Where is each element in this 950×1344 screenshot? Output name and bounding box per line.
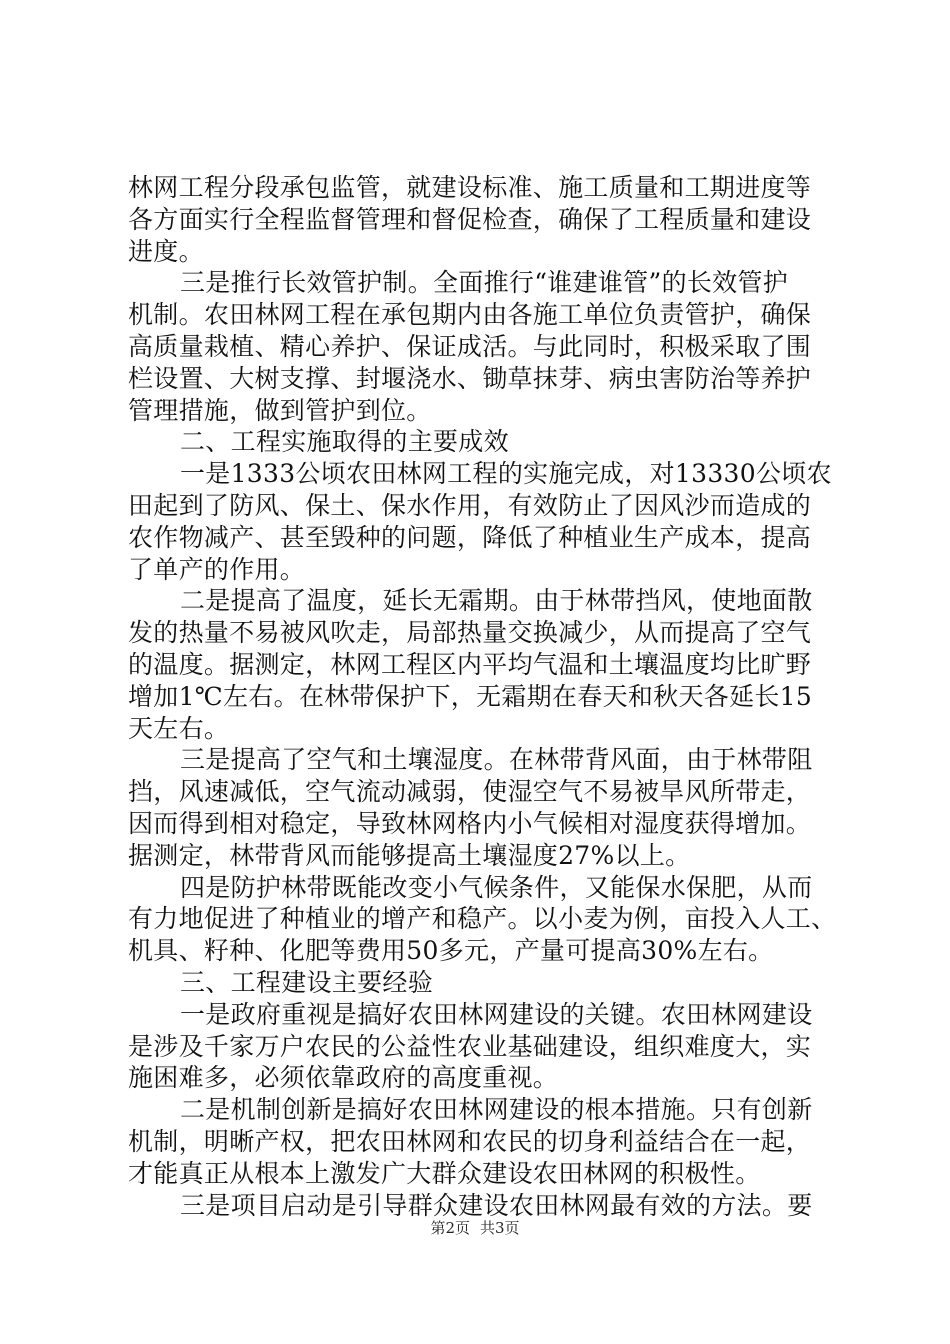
page-total: 共3页 [480,1219,520,1237]
text-line: 发的热量不易被风吹走，局部热量交换减少，从而提高了空气 [128,618,812,648]
document-body [128,172,840,1221]
text-line: 机制，明晰产权，把农田林网和农民的切身利益结合在一起， [128,1126,812,1156]
text-line: 田起到了防风、保土、保水作用，有效防止了因风沙而造成的 [128,490,812,520]
text-line: 四是防护林带既能改变小气候条件，又能保水保肥，从而 [180,872,813,902]
text-line: 各方面实行全程监督管理和督促检查，确保了工程质量和建设 [128,204,812,234]
text-line: 栏设置、大树支撑、封堰浇水、锄草抹芽、病虫害防治等养护 [128,363,812,393]
text-line: 三是项目启动是引导群众建设农田林网最有效的方法。要 [180,1190,813,1220]
text-line: 的温度。据测定，林网工程区内平均气温和土壤温度均比旷野 [128,649,812,679]
text-line: 农作物减产、甚至毁种的问题，降低了种植业生产成本，提高 [128,522,812,552]
text-line: 管理措施，做到管护到位。 [128,395,432,425]
text-line: 三、工程建设主要经验 [180,967,434,997]
text-line: 才能真正从根本上激发广大群众建设农田林网的积极性。 [128,1158,761,1188]
text-line: 是涉及千家万户农民的公益性农业基础建设，组织难度大，实 [128,1031,812,1061]
text-line: 一是1333公顷农田林网工程的实施完成，对13330公顷农 [180,459,832,489]
text-line: 机具、籽种、化肥等费用50多元，产量可提高30%左右。 [128,936,774,966]
text-line: 天左右。 [128,713,230,743]
text-line: 机制。农田林网工程在承包期内由各施工单位负责管护，确保 [128,300,812,330]
text-line: 二是机制创新是搞好农田林网建设的根本措施。只有创新 [180,1095,813,1125]
text-line: 进度。 [128,236,204,266]
text-line: 施困难多，必须依靠政府的高度重视。 [128,1063,559,1093]
text-line: 三是提高了空气和土壤湿度。在林带背风面，由于林带阻 [180,745,813,775]
text-line: 因而得到相对稳定，导致林网格内小气候相对湿度获得增加。 [128,808,812,838]
text-line: 有力地促进了种植业的增产和稳产。以小麦为例，亩投入人工、 [128,904,837,934]
text-line: 二、工程实施取得的主要成效 [180,427,509,457]
page-footer [0,1217,950,1238]
text-line: 了单产的作用。 [128,554,306,584]
text-line: 据测定，林带背风而能够提高土壤湿度27%以上。 [128,840,691,870]
text-line: 挡，风速减低，空气流动减弱，使湿空气不易被旱风所带走， [128,777,812,807]
text-line: 高质量栽植、精心养护、保证成活。与此同时，积极采取了围 [128,331,812,361]
text-line: 一是政府重视是搞好农田林网建设的关键。农田林网建设 [180,999,813,1029]
text-line: 二是提高了温度，延长无霜期。由于林带挡风，使地面散 [180,586,813,616]
text-line: 三是推行长效管护制。全面推行“谁建谁管”的长效管护 [180,268,789,298]
text-line: 增加1℃左右。在林带保护下，无霜期在春天和秋天各延长15 [128,681,813,711]
text-line: 林网工程分段承包监管，就建设标准、施工质量和工期进度等 [128,173,812,202]
page-number: 第2页 [430,1219,470,1237]
